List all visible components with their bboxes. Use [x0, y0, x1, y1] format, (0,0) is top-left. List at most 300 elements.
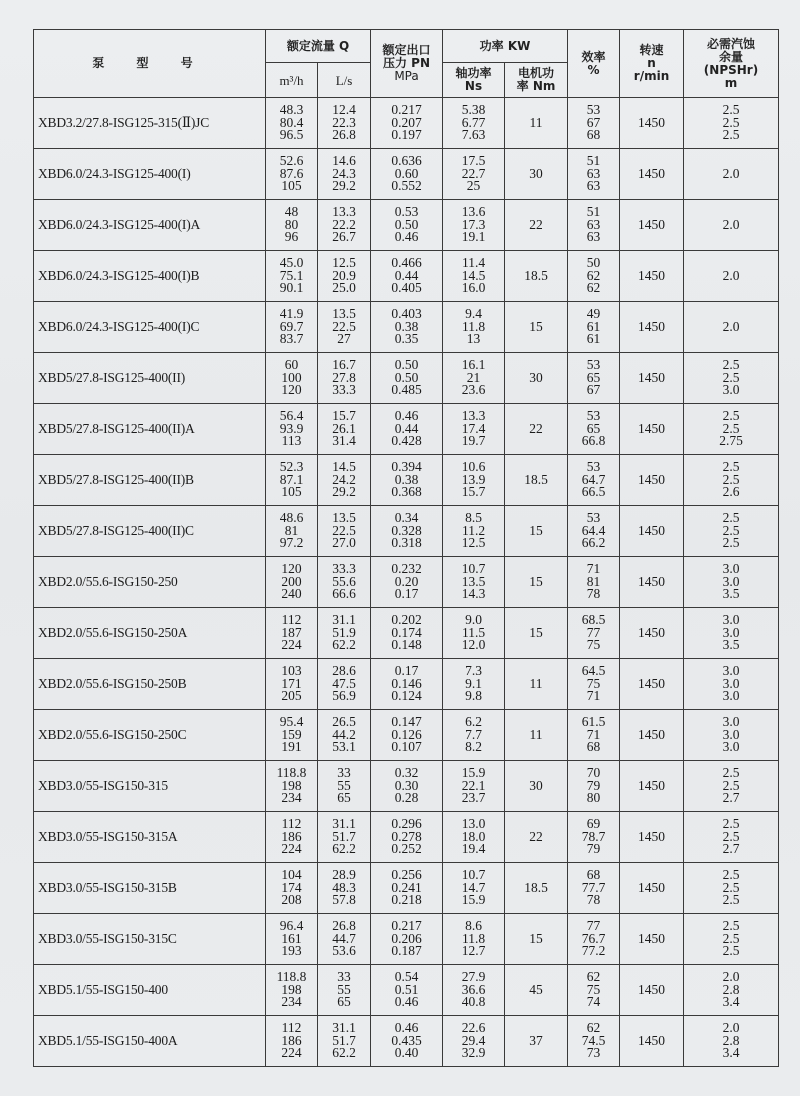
header-shaft-power [443, 63, 505, 98]
value: 0.256 [391, 867, 422, 883]
value: 9.4 [465, 306, 482, 322]
cell-motor: 15 [505, 506, 568, 557]
value: 0.46 [394, 994, 419, 1010]
value: 118.8 [276, 765, 307, 781]
value: 0.124 [391, 688, 422, 704]
value: 27 [337, 331, 351, 347]
value: 26.8 [332, 918, 356, 934]
value: 16.7 [332, 357, 356, 373]
cell-q-m3h [266, 149, 318, 200]
value: 0.35 [394, 331, 419, 347]
header-power: 功率 KW [443, 30, 568, 63]
cell-motor: 15 [505, 557, 568, 608]
value: 57.8 [332, 892, 356, 908]
value: 171 [281, 675, 302, 691]
value: 113 [281, 433, 302, 449]
cell-q-ls [318, 149, 371, 200]
cell-model: XBD5.1/55-ISG150-400 [34, 965, 266, 1016]
value: 13.3 [461, 408, 486, 424]
value: 9.1 [465, 675, 482, 691]
value: 0.296 [391, 816, 422, 832]
value: 33 [337, 969, 351, 985]
header-flow: 额定流量 Q [266, 30, 371, 63]
value: 0.20 [394, 573, 419, 589]
header-npsh [684, 30, 779, 98]
cell-q-ls [318, 404, 371, 455]
cell-pressure [371, 302, 443, 353]
value: 2.5 [722, 535, 740, 551]
cell-pressure [371, 1016, 443, 1067]
value: 17.4 [461, 420, 486, 436]
value: 10.7 [461, 561, 486, 577]
value: 53 [586, 102, 601, 118]
header-pressure-line2: 压力 PN [383, 56, 431, 70]
value: 13.6 [461, 204, 486, 220]
value: 15.9 [461, 765, 486, 781]
value: 26.7 [332, 229, 356, 245]
value: 0.17 [394, 586, 419, 602]
table-row [34, 455, 779, 506]
value: 2.5 [722, 765, 740, 781]
value: 27.0 [332, 535, 356, 551]
cell-eff [568, 914, 620, 965]
cell-eff [568, 251, 620, 302]
header-pressure-line1: 额定出口 [382, 43, 431, 57]
table-row [34, 404, 779, 455]
cell-q-m3h [266, 863, 318, 914]
value: 0.38 [394, 471, 419, 487]
value: 16.1 [461, 357, 486, 373]
value: 65 [337, 790, 351, 806]
value: 28.9 [332, 867, 356, 883]
cell-npsh [684, 710, 779, 761]
value: 53.6 [332, 943, 356, 959]
cell-pressure [371, 710, 443, 761]
value: 198 [281, 777, 302, 793]
value: 68.5 [581, 612, 606, 628]
value: 29.2 [332, 484, 356, 500]
value: 3.0 [722, 382, 740, 398]
value: 27.8 [332, 369, 356, 385]
value: 0.50 [394, 357, 419, 373]
cell-eff [568, 200, 620, 251]
value: 61 [586, 331, 601, 347]
value: 0.60 [394, 165, 419, 181]
cell-shaft [443, 353, 505, 404]
header-npsh-line4: m [724, 75, 738, 90]
value: 2.0 [722, 267, 740, 283]
cell-q-ls [318, 353, 371, 404]
cell-pressure [371, 149, 443, 200]
cell-motor: 11 [505, 98, 568, 149]
value: 73 [586, 1045, 601, 1061]
value: 0.241 [391, 879, 422, 895]
value: 3.4 [722, 994, 740, 1010]
value: 2.5 [722, 816, 740, 832]
value: 2.5 [722, 471, 740, 487]
value: 56.4 [279, 408, 304, 424]
cell-q-m3h [266, 761, 318, 812]
cell-shaft [443, 200, 505, 251]
value: 69.7 [279, 318, 304, 334]
cell-q-m3h [266, 251, 318, 302]
value: 0.44 [394, 267, 419, 283]
cell-q-m3h [266, 608, 318, 659]
value: 187 [281, 624, 302, 640]
value: 5.38 [461, 102, 486, 118]
cell-model: XBD2.0/55.6-ISG150-250A [34, 608, 266, 659]
cell-speed: 1450 [620, 863, 684, 914]
value: 17.3 [461, 216, 486, 232]
value: 3.0 [722, 688, 740, 704]
cell-q-ls [318, 608, 371, 659]
value: 11.8 [461, 318, 486, 334]
value: 186 [281, 1032, 302, 1048]
cell-q-ls [318, 659, 371, 710]
cell-q-m3h [266, 812, 318, 863]
cell-pressure [371, 353, 443, 404]
cell-motor: 15 [505, 914, 568, 965]
value: 0.552 [391, 178, 422, 194]
cell-q-ls [318, 965, 371, 1016]
cell-q-ls [318, 863, 371, 914]
cell-pressure [371, 914, 443, 965]
value: 62 [586, 280, 601, 296]
value: 234 [281, 790, 302, 806]
value: 13 [466, 331, 481, 347]
value: 0.466 [391, 255, 422, 271]
cell-speed: 1450 [620, 98, 684, 149]
value: 93.9 [279, 420, 304, 436]
value: 0.206 [391, 930, 422, 946]
cell-pressure [371, 455, 443, 506]
value: 2.0 [722, 165, 740, 181]
value: 17.5 [461, 153, 486, 169]
value: 2.5 [722, 867, 740, 883]
cell-shaft [443, 404, 505, 455]
table-row [34, 710, 779, 761]
value: 71 [586, 688, 601, 704]
value: 31.1 [332, 816, 356, 832]
value: 12.0 [461, 637, 486, 653]
value: 0.38 [394, 318, 419, 334]
cell-motor: 22 [505, 812, 568, 863]
value: 0.435 [391, 1032, 422, 1048]
cell-model: XBD2.0/55.6-ISG150-250 [34, 557, 266, 608]
value: 7.63 [461, 127, 486, 143]
cell-model: XBD3.0/55-ISG150-315B [34, 863, 266, 914]
value: 0.126 [391, 726, 422, 742]
cell-model: XBD5.1/55-ISG150-400A [34, 1016, 266, 1067]
cell-motor: 30 [505, 761, 568, 812]
value: 0.218 [391, 892, 422, 908]
value: 65 [586, 369, 601, 385]
value: 77 [586, 624, 601, 640]
value: 76.7 [581, 930, 606, 946]
value: 0.148 [391, 637, 422, 653]
header-shaft-line2: Ns [464, 79, 483, 93]
header-pump-model: 泵 型 号 [34, 30, 266, 98]
value: 81 [284, 522, 299, 538]
cell-q-m3h [266, 200, 318, 251]
cell-eff [568, 710, 620, 761]
value: 2.5 [722, 879, 740, 895]
value: 14.7 [461, 879, 486, 895]
value: 33 [337, 765, 351, 781]
cell-q-m3h [266, 404, 318, 455]
cell-pressure [371, 608, 443, 659]
value: 29.2 [332, 178, 356, 194]
header-pressure-line3: MPa [394, 69, 419, 83]
cell-pressure [371, 557, 443, 608]
pump-spec-table [33, 29, 779, 1067]
value: 61.5 [581, 714, 606, 730]
cell-speed: 1450 [620, 761, 684, 812]
value: 2.5 [722, 127, 740, 143]
table-row [34, 965, 779, 1016]
value: 0.146 [391, 675, 422, 691]
value: 50 [586, 255, 601, 271]
value: 12.5 [332, 255, 356, 271]
cell-speed: 1450 [620, 710, 684, 761]
value: 2.5 [722, 918, 740, 934]
value: 205 [281, 688, 302, 704]
cell-q-m3h [266, 455, 318, 506]
cell-shaft [443, 98, 505, 149]
value: 75 [586, 637, 601, 653]
table-row [34, 200, 779, 251]
value: 75 [586, 981, 601, 997]
value: 19.4 [461, 841, 486, 857]
table-row [34, 812, 779, 863]
table-row [34, 98, 779, 149]
value: 74 [586, 994, 601, 1010]
value: 161 [281, 930, 302, 946]
value: 10.6 [461, 459, 486, 475]
value: 66.6 [332, 586, 356, 602]
value: 0.405 [391, 280, 422, 296]
cell-npsh [684, 812, 779, 863]
cell-shaft [443, 914, 505, 965]
cell-model: XBD6.0/24.3-ISG125-400(I)A [34, 200, 266, 251]
value: 0.53 [394, 204, 419, 220]
cell-npsh [684, 200, 779, 251]
cell-speed: 1450 [620, 1016, 684, 1067]
cell-eff [568, 404, 620, 455]
value: 52.6 [279, 153, 304, 169]
cell-npsh [684, 557, 779, 608]
value: 0.28 [394, 790, 419, 806]
value: 24.3 [332, 165, 356, 181]
cell-speed: 1450 [620, 302, 684, 353]
value: 14.5 [332, 459, 356, 475]
value: 112 [281, 816, 302, 832]
value: 13.5 [332, 510, 356, 526]
cell-q-ls [318, 710, 371, 761]
value: 10.7 [461, 867, 486, 883]
value: 2.5 [722, 408, 740, 424]
table-row [34, 557, 779, 608]
value: 48 [284, 204, 299, 220]
value: 22.3 [332, 114, 356, 130]
value: 22.6 [461, 1020, 486, 1036]
cell-speed: 1450 [620, 506, 684, 557]
value: 2.7 [722, 841, 740, 857]
header-speed [620, 30, 684, 98]
table-row [34, 251, 779, 302]
cell-q-ls [318, 200, 371, 251]
header-efficiency [568, 30, 620, 98]
cell-model: XBD3.0/55-ISG150-315C [34, 914, 266, 965]
value: 2.5 [722, 828, 740, 844]
value: 104 [281, 867, 302, 883]
value: 67 [586, 114, 601, 130]
value: 3.0 [722, 612, 740, 628]
value: 2.8 [722, 981, 740, 997]
value: 71 [586, 726, 601, 742]
value: 120 [281, 382, 302, 398]
value: 63 [586, 165, 601, 181]
header-npsh-line2: 余量 [719, 49, 744, 64]
header-flow-m3h: m³/h [266, 63, 318, 98]
value: 49 [586, 306, 601, 322]
value: 8.6 [465, 918, 482, 934]
value: 31.4 [332, 433, 356, 449]
value: 31.1 [332, 1020, 356, 1036]
value: 53 [586, 357, 601, 373]
value: 2.0 [722, 969, 740, 985]
value: 55 [337, 777, 351, 793]
cell-q-ls [318, 98, 371, 149]
cell-pressure [371, 761, 443, 812]
cell-eff [568, 353, 620, 404]
cell-shaft [443, 863, 505, 914]
value: 64.5 [581, 663, 606, 679]
value: 22.5 [332, 318, 356, 334]
cell-shaft [443, 761, 505, 812]
value: 0.278 [391, 828, 422, 844]
value: 0.403 [391, 306, 422, 322]
value: 3.0 [722, 714, 740, 730]
value: 96.5 [279, 127, 304, 143]
value: 22.7 [461, 165, 486, 181]
value: 66.2 [581, 535, 606, 551]
cell-npsh [684, 149, 779, 200]
value: 14.5 [461, 267, 486, 283]
cell-model: XBD2.0/55.6-ISG150-250B [34, 659, 266, 710]
cell-pressure [371, 251, 443, 302]
value: 0.368 [391, 484, 422, 500]
value: 0.636 [391, 153, 422, 169]
value: 68 [586, 867, 601, 883]
value: 22.1 [461, 777, 486, 793]
header-speed-line3: r/min [633, 69, 670, 83]
value: 0.32 [394, 765, 419, 781]
value: 14.6 [332, 153, 356, 169]
cell-shaft [443, 812, 505, 863]
value: 0.232 [391, 561, 422, 577]
cell-q-m3h [266, 506, 318, 557]
cell-speed: 1450 [620, 914, 684, 965]
value: 70 [586, 765, 601, 781]
cell-speed: 1450 [620, 659, 684, 710]
value: 3.0 [722, 726, 740, 742]
cell-eff [568, 455, 620, 506]
value: 51.9 [332, 624, 356, 640]
value: 64.4 [581, 522, 606, 538]
value: 24.2 [332, 471, 356, 487]
value: 63 [586, 178, 601, 194]
value: 77.2 [581, 943, 606, 959]
cell-speed: 1450 [620, 608, 684, 659]
value: 13.3 [332, 204, 356, 220]
value: 0.17 [394, 663, 419, 679]
value: 71 [586, 561, 601, 577]
value: 74.5 [581, 1032, 606, 1048]
value: 48.3 [279, 102, 304, 118]
value: 105 [281, 178, 302, 194]
table-body [34, 98, 779, 1067]
value: 67 [586, 382, 601, 398]
value: 15.7 [461, 484, 486, 500]
cell-npsh [684, 965, 779, 1016]
table-row [34, 659, 779, 710]
value: 47.5 [332, 675, 356, 691]
value: 33.3 [332, 561, 356, 577]
value: 198 [281, 981, 302, 997]
value: 0.197 [391, 127, 422, 143]
value: 100 [281, 369, 302, 385]
value: 61 [586, 318, 601, 334]
cell-speed: 1450 [620, 353, 684, 404]
cell-q-m3h [266, 710, 318, 761]
cell-pressure [371, 200, 443, 251]
cell-q-m3h [266, 302, 318, 353]
cell-shaft [443, 965, 505, 1016]
cell-shaft [443, 557, 505, 608]
value: 8.2 [465, 739, 482, 755]
cell-motor: 30 [505, 149, 568, 200]
value: 62.2 [332, 1045, 356, 1061]
value: 29.4 [461, 1032, 486, 1048]
value: 80 [284, 216, 299, 232]
value: 69 [586, 816, 601, 832]
cell-eff [568, 506, 620, 557]
value: 65 [337, 994, 351, 1010]
cell-npsh [684, 404, 779, 455]
value: 0.485 [391, 382, 422, 398]
value: 3.0 [722, 561, 740, 577]
cell-speed: 1450 [620, 812, 684, 863]
cell-eff [568, 659, 620, 710]
header-flow-ls: L/s [318, 63, 371, 98]
value: 87.1 [279, 471, 304, 487]
value: 3.0 [722, 675, 740, 691]
value: 15.9 [461, 892, 486, 908]
value: 2.8 [722, 1032, 740, 1048]
cell-shaft [443, 608, 505, 659]
value: 62.2 [332, 841, 356, 857]
cell-eff [568, 863, 620, 914]
cell-motor: 45 [505, 965, 568, 1016]
cell-eff [568, 1016, 620, 1067]
value: 3.4 [722, 1045, 740, 1061]
value: 68 [586, 739, 601, 755]
value: 52.3 [279, 459, 304, 475]
value: 51.7 [332, 828, 356, 844]
value: 48.3 [332, 879, 356, 895]
value: 65 [586, 420, 601, 436]
